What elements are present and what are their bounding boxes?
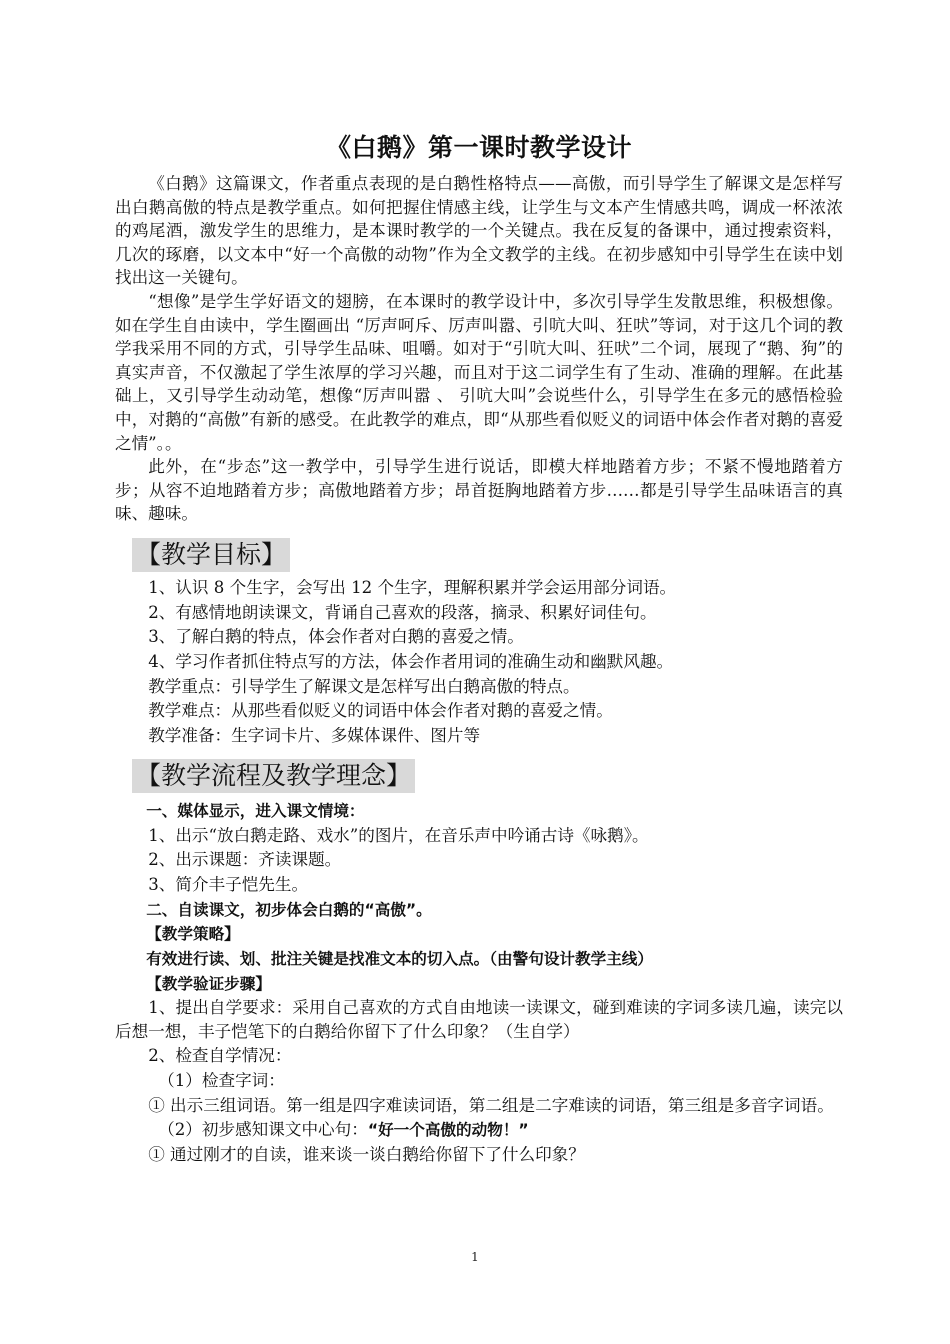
goal-item: 3、了解白鹅的特点，体会作者对白鹅的喜爱之情。 xyxy=(148,627,524,647)
step-2-sub-2-item: ① 通过刚才的自读，谁来谈一谈白鹅给你留下了什么印象？ xyxy=(148,1144,585,1164)
part1-title: 一、媒体显示，进入课文情境： xyxy=(146,801,365,820)
step-2: 2、检查自学情况： xyxy=(148,1046,292,1066)
key-sentence: “好一个高傲的动物！” xyxy=(367,1120,529,1139)
part1-item: 1、出示“放白鹅走路、戏水”的图片，在音乐声中吟诵古诗《咏鹅》。 xyxy=(148,825,649,845)
step-1: 1、提出自学要求：采用自己喜欢的方式自由地读一读课文，碰到难读的字词多读几遍，读完以后想一想，丰子恺笔下的白鹅给你留下了什么印象？（生自学） xyxy=(115,998,843,1042)
intro-paragraph-2: “想像”是学生学好语文的翅膀，在本课时的教学设计中，多次引导学生发散思维，积极想像。如在学生自由读中，学生圈画出 “厉声呵斥、厉声叫嚣、引吭大叫、狂吠”等词，对于这几个词的教学我采用不同的方式，引导学生品味、咀嚼。如对于“引吭大叫、狂吠”二个词，展现了“鹅、狗”的真实声音，不仅激起了学生浓厚的学习兴趣，而且对于这二词学生有了生动、准确的理解。在此基础上，又引导学生动动笔，想像“厉声叫嚣 、 引吭大叫”会说些什么，引导学生在多元的感悟检验中，对鹅的“高傲”有新的感受。在此教学的难点，即“从那些看似贬义的词语中体会作者对鹅的喜爱之情”。。 xyxy=(115,291,843,453)
part2-title: 二、自读课文，初步体会白鹅的“高傲”。 xyxy=(146,900,432,919)
section-heading-teaching-process: 【教学流程及教学理念】 xyxy=(132,759,415,793)
page-number: 1 xyxy=(471,1250,479,1264)
document-content xyxy=(115,128,843,1167)
teaching-difficulty: 教学难点：从那些看似贬义的词语中体会作者对鹅的喜爱之情。 xyxy=(148,701,613,721)
section-heading-wrapper xyxy=(132,759,843,793)
part1-item: 2、出示课题：齐读课题。 xyxy=(148,850,342,870)
document-title: 《白鹅》第一课时教学设计 xyxy=(325,133,632,162)
part1-item: 3、简介丰子恺先生。 xyxy=(148,874,309,894)
strategy-text: 有效进行读、划、批注关键是找准文本的切入点。（由警句设计教学主线） xyxy=(146,950,653,969)
goal-item: 2、有感情地朗读课文，背诵自己喜欢的段落，摘录、积累好词佳句。 xyxy=(148,602,657,622)
section-heading-teaching-goals: 【教学目标】 xyxy=(132,538,290,572)
step-2-sub-1: （1）检查字词： xyxy=(158,1071,285,1091)
strategy-label: 【教学策略】 xyxy=(146,925,240,944)
teaching-focus: 教学重点：引导学生了解课文是怎样写出白鹅高傲的特点。 xyxy=(148,676,580,696)
goal-item: 4、学习作者抓住特点写的方法，体会作者用词的准确生动和幽默风趣。 xyxy=(148,652,674,672)
intro-paragraph-1: 《白鹅》这篇课文，作者重点表现的是白鹅性格特点——高傲，而引导学生了解课文是怎样写出白鹅高傲的特点是教学重点。如何把握住情感主线，让学生与文本产生情感共鸣，调成一杯浓浓的鸡尾酒，激发学生的思维力，是本课时教学的一个关键点。我在反复的备课中，通过搜索资料，几次的琢磨，以文本中“好一个高傲的动物”作为全文教学的主线。在初步感知中引导学生在读中划找出这一关键句。 xyxy=(115,174,843,288)
teaching-preparation: 教学准备：生字词卡片、多媒体课件、图片等 xyxy=(148,726,481,746)
step-2-sub-2 xyxy=(115,1118,843,1143)
steps-label: 【教学验证步骤】 xyxy=(146,974,271,993)
goal-item: 1、认识 8 个生字，会写出 12 个生字，理解积累并学会运用部分词语。 xyxy=(148,577,677,597)
step-2-sub-2-prefix: （2）初步感知课文中心句： xyxy=(158,1119,368,1139)
step-2-sub-1-item: ① 出示三组词语。第一组是四字难读词语，第二组是二字难读的词语，第三组是多音字词语。 xyxy=(148,1095,834,1115)
intro-paragraph-3: 此外，在“步态”这一教学中，引导学生进行说话，即模大样地踏着方步；不紧不慢地踏着方步；从容不迫地踏着方步；高傲地踏着方步；昂首挺胸地踏着方步……都是引导学生品味语言的真味、趣味。 xyxy=(115,457,843,524)
section-heading-wrapper xyxy=(132,538,843,572)
